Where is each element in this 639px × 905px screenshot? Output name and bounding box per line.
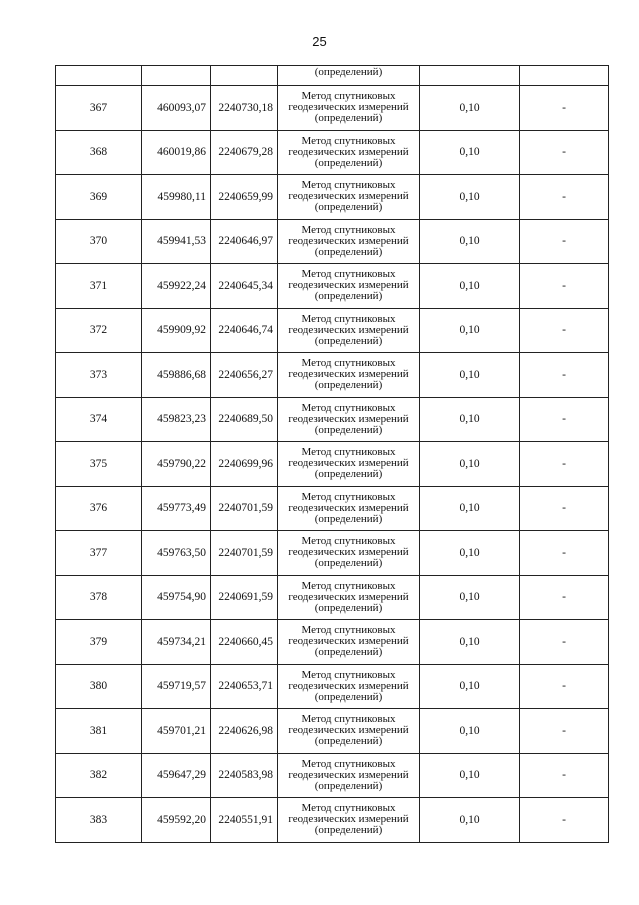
x-coordinate-cell: 460093,07 [142, 86, 211, 131]
point-number-cell: 376 [56, 486, 142, 531]
table-row [56, 753, 609, 798]
coordinates-table [55, 65, 609, 843]
method-cell [278, 664, 420, 709]
point-number-cell: 369 [56, 175, 142, 220]
point-number-cell: 368 [56, 130, 142, 175]
method-line: (определений) [314, 779, 383, 792]
method-line: геодезических измерений [288, 145, 409, 158]
method-line: геодезических измерений [288, 234, 409, 247]
method-line: (определений) [314, 423, 383, 436]
method-line: геодезических измерений [288, 546, 409, 559]
accuracy-cell: 0,10 [420, 664, 520, 709]
method-cell [278, 308, 420, 353]
point-number-cell: 367 [56, 86, 142, 131]
accuracy-cell: 0,10 [420, 130, 520, 175]
point-number-cell: 378 [56, 575, 142, 620]
method-cell [278, 175, 420, 220]
method-line: Метод спутниковых [301, 357, 396, 370]
table-row [56, 219, 609, 264]
method-line: Метод спутниковых [301, 490, 396, 503]
point-number-cell: 373 [56, 353, 142, 398]
method-line: (определений) [314, 690, 383, 703]
description-cell: - [520, 353, 609, 398]
method-line: геодезических измерений [288, 368, 409, 381]
description-cell: - [520, 664, 609, 709]
x-coordinate-cell: 459592,20 [142, 798, 211, 843]
point-number-cell: 377 [56, 531, 142, 576]
table-row [56, 442, 609, 487]
y-coordinate-cell: 2240646,97 [211, 219, 278, 264]
accuracy-cell: 0,10 [420, 753, 520, 798]
method-line: Метод спутниковых [301, 223, 396, 236]
description-cell: - [520, 709, 609, 754]
coordinates-table-body [56, 66, 609, 843]
method-line: (определений) [314, 334, 383, 347]
method-cell [278, 798, 420, 843]
method-line: геодезических измерений [288, 412, 409, 425]
x-coordinate-cell: 459790,22 [142, 442, 211, 487]
method-cell [278, 86, 420, 131]
continued-cell-num [56, 66, 142, 86]
y-coordinate-cell: 2240583,98 [211, 753, 278, 798]
y-coordinate-cell: 2240679,28 [211, 130, 278, 175]
table-row [56, 175, 609, 220]
accuracy-cell: 0,10 [420, 531, 520, 576]
description-cell: - [520, 86, 609, 131]
method-line: геодезических измерений [288, 190, 409, 203]
table-row [56, 620, 609, 665]
continued-cell-x [142, 66, 211, 86]
method-cell [278, 709, 420, 754]
x-coordinate-cell: 459823,23 [142, 397, 211, 442]
method-cell [278, 130, 420, 175]
x-coordinate-cell: 459886,68 [142, 353, 211, 398]
x-coordinate-cell: 459922,24 [142, 264, 211, 309]
method-cell [278, 219, 420, 264]
description-cell: - [520, 130, 609, 175]
y-coordinate-cell: 2240660,45 [211, 620, 278, 665]
table-row [56, 86, 609, 131]
description-cell: - [520, 753, 609, 798]
description-cell: - [520, 798, 609, 843]
table-row [56, 308, 609, 353]
method-cell [278, 531, 420, 576]
method-cell [278, 353, 420, 398]
method-cell [278, 620, 420, 665]
accuracy-cell: 0,10 [420, 620, 520, 665]
page-number: 25 [312, 34, 327, 49]
x-coordinate-cell: 460019,86 [142, 130, 211, 175]
method-line: (определений) [314, 646, 383, 659]
accuracy-cell: 0,10 [420, 353, 520, 398]
point-number-cell: 381 [56, 709, 142, 754]
continued-row [56, 66, 609, 86]
method-line: Метод спутниковых [301, 624, 396, 637]
continued-cell-desc [520, 66, 609, 86]
method-line: геодезических измерений [288, 323, 409, 336]
description-cell: - [520, 397, 609, 442]
y-coordinate-cell: 2240656,27 [211, 353, 278, 398]
description-cell: - [520, 486, 609, 531]
x-coordinate-cell: 459763,50 [142, 531, 211, 576]
method-line: (определений) [314, 245, 383, 258]
point-number-cell: 371 [56, 264, 142, 309]
method-line: (определений) [314, 112, 383, 125]
y-coordinate-cell: 2240699,96 [211, 442, 278, 487]
method-line: геодезических измерений [288, 457, 409, 470]
method-line: Метод спутниковых [301, 134, 396, 147]
method-line: (определений) [314, 379, 383, 392]
accuracy-cell: 0,10 [420, 308, 520, 353]
point-number-cell: 374 [56, 397, 142, 442]
point-number-cell: 383 [56, 798, 142, 843]
y-coordinate-cell: 2240659,99 [211, 175, 278, 220]
description-cell: - [520, 442, 609, 487]
method-line: (определений) [314, 824, 383, 837]
method-line: Метод спутниковых [301, 757, 396, 770]
method-line: геодезических измерений [288, 635, 409, 648]
x-coordinate-cell: 459754,90 [142, 575, 211, 620]
y-coordinate-cell: 2240730,18 [211, 86, 278, 131]
method-cell [278, 575, 420, 620]
method-cell [278, 486, 420, 531]
y-coordinate-cell: 2240626,98 [211, 709, 278, 754]
accuracy-cell: 0,10 [420, 264, 520, 309]
method-line: геодезических измерений [288, 279, 409, 292]
method-line: Метод спутниковых [301, 446, 396, 459]
description-cell: - [520, 620, 609, 665]
method-line: (определений) [314, 735, 383, 748]
method-cell [278, 264, 420, 309]
method-line: (определений) [314, 290, 383, 303]
method-cell [278, 753, 420, 798]
accuracy-cell: 0,10 [420, 486, 520, 531]
method-line: Метод спутниковых [301, 312, 396, 325]
point-number-cell: 379 [56, 620, 142, 665]
description-cell: - [520, 219, 609, 264]
method-line: (определений) [314, 201, 383, 214]
y-coordinate-cell: 2240653,71 [211, 664, 278, 709]
table-row [56, 353, 609, 398]
point-number-cell: 382 [56, 753, 142, 798]
description-cell: - [520, 575, 609, 620]
table-row [56, 575, 609, 620]
y-coordinate-cell: 2240551,91 [211, 798, 278, 843]
method-line: (определений) [314, 601, 383, 614]
table-row [56, 486, 609, 531]
y-coordinate-cell: 2240646,74 [211, 308, 278, 353]
table-row [56, 264, 609, 309]
x-coordinate-cell: 459647,29 [142, 753, 211, 798]
y-coordinate-cell: 2240701,59 [211, 531, 278, 576]
description-cell: - [520, 531, 609, 576]
method-cell [278, 397, 420, 442]
x-coordinate-cell: 459719,57 [142, 664, 211, 709]
accuracy-cell: 0,10 [420, 709, 520, 754]
y-coordinate-cell: 2240701,59 [211, 486, 278, 531]
table-row [56, 397, 609, 442]
x-coordinate-cell: 459773,49 [142, 486, 211, 531]
method-line: Метод спутниковых [301, 668, 396, 681]
method-line: Метод спутниковых [301, 268, 396, 281]
description-cell: - [520, 175, 609, 220]
table-row [56, 664, 609, 709]
method-line: Метод спутниковых [301, 579, 396, 592]
continued-cell-accuracy [420, 66, 520, 86]
method-line: Метод спутниковых [301, 90, 396, 103]
method-line: Метод спутниковых [301, 179, 396, 192]
table-row [56, 130, 609, 175]
method-cell [278, 442, 420, 487]
method-line: (определений) [314, 512, 383, 525]
description-cell: - [520, 264, 609, 309]
x-coordinate-cell: 459909,92 [142, 308, 211, 353]
accuracy-cell: 0,10 [420, 175, 520, 220]
x-coordinate-cell: 459701,21 [142, 709, 211, 754]
description-cell: - [520, 308, 609, 353]
accuracy-cell: 0,10 [420, 397, 520, 442]
x-coordinate-cell: 459734,21 [142, 620, 211, 665]
accuracy-cell: 0,10 [420, 798, 520, 843]
accuracy-cell: 0,10 [420, 575, 520, 620]
method-line: Метод спутниковых [301, 401, 396, 414]
method-line: геодезических измерений [288, 679, 409, 692]
method-line: геодезических измерений [288, 101, 409, 114]
method-line: геодезических измерений [288, 813, 409, 826]
point-number-cell: 375 [56, 442, 142, 487]
accuracy-cell: 0,10 [420, 86, 520, 131]
method-line: Метод спутниковых [301, 535, 396, 548]
accuracy-cell: 0,10 [420, 219, 520, 264]
method-line: геодезических измерений [288, 768, 409, 781]
y-coordinate-cell: 2240645,34 [211, 264, 278, 309]
table-row [56, 798, 609, 843]
point-number-cell: 380 [56, 664, 142, 709]
table-row [56, 531, 609, 576]
x-coordinate-cell: 459980,11 [142, 175, 211, 220]
continued-method-cell: (определений) [278, 66, 420, 86]
method-line: Метод спутниковых [301, 802, 396, 815]
y-coordinate-cell: 2240689,50 [211, 397, 278, 442]
continued-cell-y [211, 66, 278, 86]
method-line: (определений) [314, 468, 383, 481]
method-line: Метод спутниковых [301, 713, 396, 726]
method-line: геодезических измерений [288, 501, 409, 514]
method-line: геодезических измерений [288, 590, 409, 603]
method-line: (определений) [314, 156, 383, 169]
table-row [56, 709, 609, 754]
point-number-cell: 370 [56, 219, 142, 264]
point-number-cell: 372 [56, 308, 142, 353]
method-line: геодезических измерений [288, 724, 409, 737]
method-line: (определений) [314, 557, 383, 570]
y-coordinate-cell: 2240691,59 [211, 575, 278, 620]
accuracy-cell: 0,10 [420, 442, 520, 487]
x-coordinate-cell: 459941,53 [142, 219, 211, 264]
